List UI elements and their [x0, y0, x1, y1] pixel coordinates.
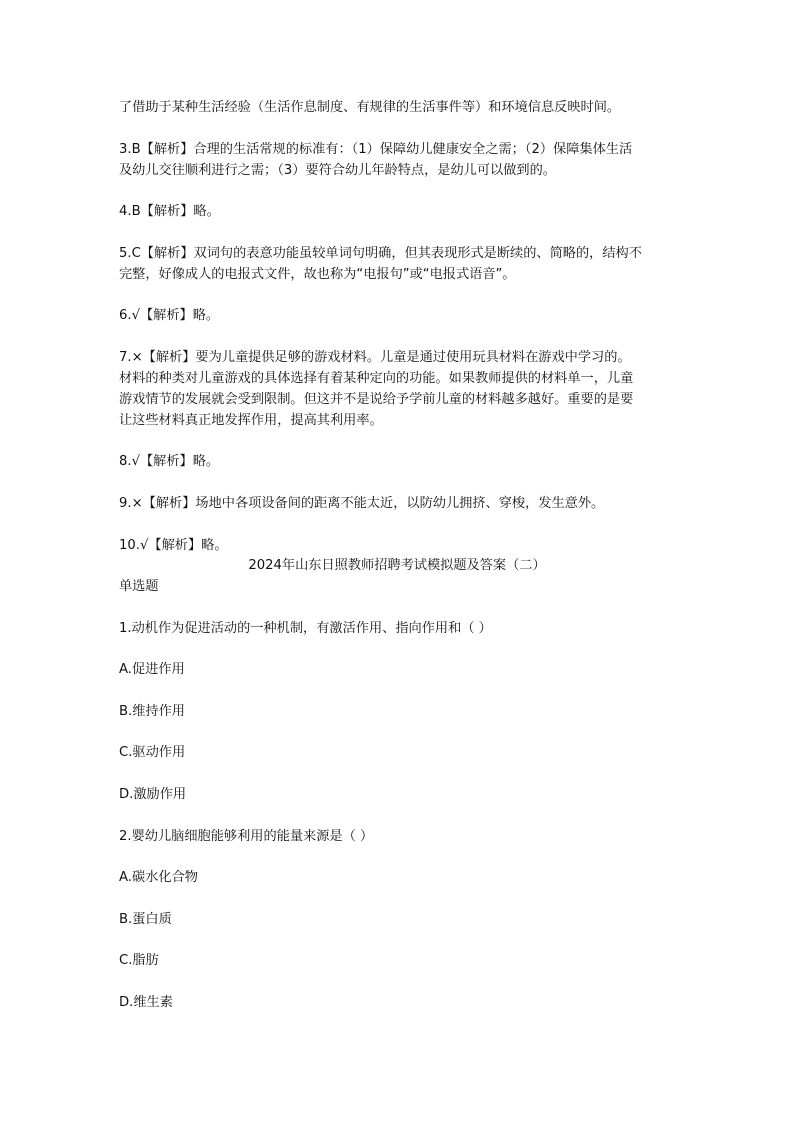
- question-1-option-d: [119, 784, 675, 805]
- answer-5: [119, 243, 675, 285]
- text-line: 9.×【解析】场地中各项设备间的距离不能太近，以防幼儿拥挤、穿梭，发生意外。: [119, 496, 605, 511]
- text-line: 4.B【解析】略。: [119, 204, 220, 219]
- answer-6: [119, 305, 675, 326]
- answer-3: [119, 139, 675, 181]
- text-line: 及幼儿交往顺利进行之需；（3）要符合幼儿年龄特点，是幼儿可以做到的。: [119, 163, 556, 178]
- answer-8: [119, 451, 675, 472]
- text-line: D.维生素: [119, 995, 173, 1010]
- question-2-option-b: [119, 909, 675, 930]
- text-line: C.驱动作用: [119, 745, 186, 760]
- question-2-option-a: [119, 867, 675, 888]
- text-line: 游戏情节的发展就会受到限制。但这并不是说给予学前儿童的材料越多越好。重要的是要: [119, 392, 634, 407]
- text-line: D.激励作用: [119, 787, 187, 802]
- text-line: 2.婴幼儿脑细胞能够利用的能量来源是（ ）: [119, 829, 374, 844]
- answer-7: [119, 347, 675, 431]
- question-1-option-c: [119, 742, 675, 763]
- text-line: 7.×【解析】要为儿童提供足够的游戏材料。儿童是通过使用玩具材料在游戏中学习的。: [119, 350, 631, 365]
- text-line: A.促进作用: [119, 662, 185, 677]
- text-line: B.维持作用: [119, 704, 185, 719]
- answer-4: [119, 201, 675, 222]
- text-line: 材料的种类对儿童游戏的具体选择有着某种定向的功能。如果教师提供的材料单一，儿童: [119, 371, 634, 386]
- answer-9: [119, 493, 675, 514]
- text-line: B.蛋白质: [119, 912, 172, 927]
- text-line: 1.动机作为促进活动的一种机制，有激活作用、指向作用和（ ）: [119, 621, 492, 636]
- text-line: C.脂肪: [119, 953, 159, 968]
- question-2-option-d: [119, 992, 675, 1013]
- text-line: 5.C【解析】双词句的表意功能虽较单词句明确，但其表现形式是断续的、简略的，结构不: [119, 246, 642, 261]
- text-line: 完整，好像成人的电报式文件，故也称为“电报句”或“电报式语音”。: [119, 267, 516, 282]
- question-2: [119, 826, 675, 847]
- text-line: 单选题: [119, 579, 159, 594]
- answer-10: [119, 535, 675, 556]
- text-line: 让这些材料真正地发挥作用，提高其利用率。: [119, 413, 383, 428]
- question-2-option-c: [119, 950, 675, 971]
- section-label: [119, 576, 675, 597]
- text-line: 8.√【解析】略。: [119, 454, 220, 469]
- question-1-option-a: [119, 659, 675, 680]
- text-line: A.碳水化合物: [119, 870, 198, 885]
- text-line: 6.√【解析】略。: [119, 308, 220, 323]
- text-line: 10.√【解析】略。: [119, 538, 228, 553]
- text-line: 了借助于某种生活经验（生活作息制度、有规律的生活事件等）和环境信息反映时间。: [119, 100, 621, 115]
- answer-2-continuation: [119, 97, 675, 118]
- question-1-option-b: [119, 701, 675, 722]
- section-title: 2024年山东日照教师招聘考试模拟题及答案（二）: [248, 558, 546, 573]
- question-1: [119, 618, 675, 639]
- text-line: 3.B【解析】合理的生活常规的标准有：（1）保障幼儿健康安全之需；（2）保障集体生活: [119, 142, 633, 157]
